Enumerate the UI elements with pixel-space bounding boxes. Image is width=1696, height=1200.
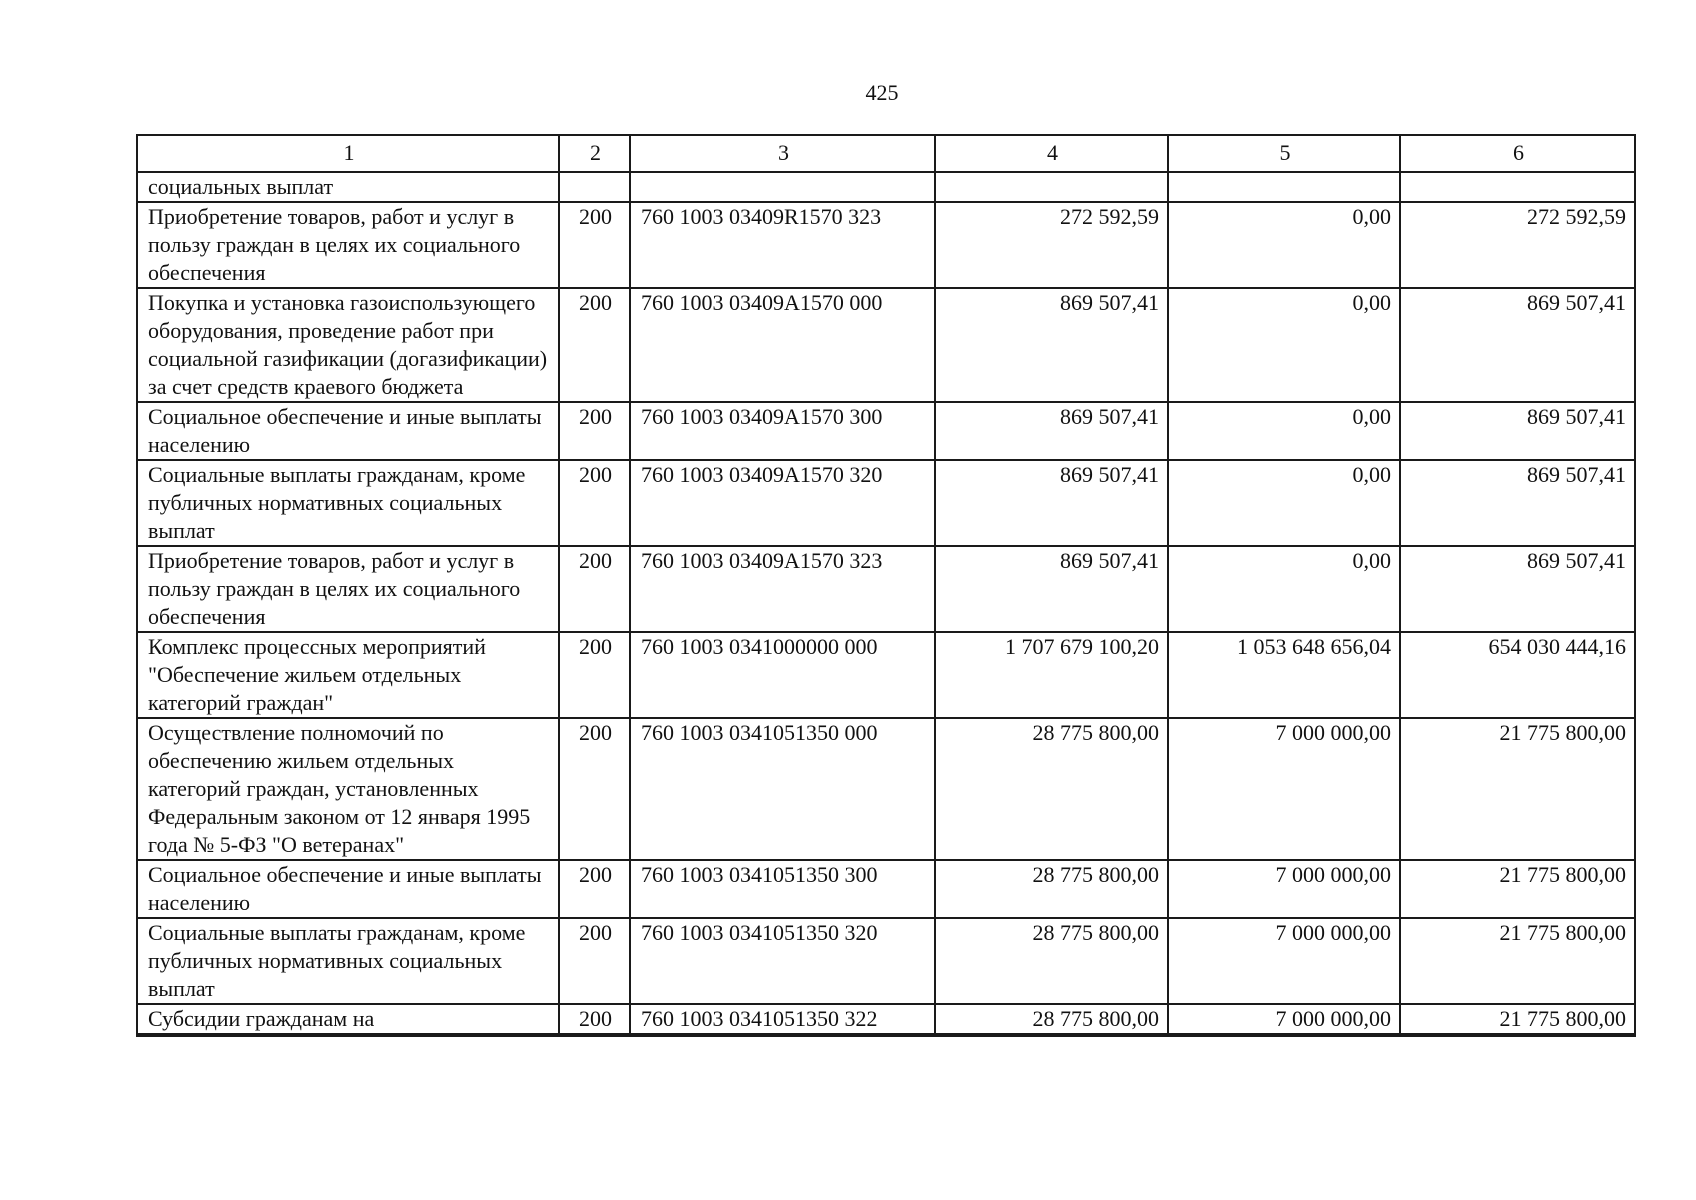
row-col2-cell [559,172,630,202]
row-value-5-cell: 0,00 [1168,402,1400,460]
header-cell-2: 2 [559,135,630,172]
row-code-cell: 760 1003 03409A1570 320 [630,460,935,546]
row-value-4-cell: 28 775 800,00 [935,918,1168,1004]
row-code-cell: 760 1003 0341051350 322 [630,1004,935,1034]
row-name-cell: Комплекс процессных мероприятий "Обеспечение жильем отдельных категорий граждан" [137,632,559,718]
table-row [137,860,1635,918]
row-value-5-cell: 0,00 [1168,202,1400,288]
row-code-cell: 760 1003 03409R1570 323 [630,202,935,288]
row-value-5-cell [1168,172,1400,202]
row-value-4-cell: 28 775 800,00 [935,718,1168,860]
table-row [137,632,1635,718]
row-code-cell [630,172,935,202]
row-value-4-cell: 869 507,41 [935,402,1168,460]
row-code-cell: 760 1003 0341051350 000 [630,718,935,860]
row-value-6-cell: 869 507,41 [1400,288,1635,402]
row-col2-cell: 200 [559,632,630,718]
header-cell-6: 6 [1400,135,1635,172]
row-value-6-cell: 869 507,41 [1400,460,1635,546]
row-code-cell: 760 1003 0341000000 000 [630,632,935,718]
row-value-6-cell [1400,1034,1635,1036]
row-col2-cell: 200 [559,1004,630,1034]
row-code-cell: 760 1003 03409A1570 300 [630,402,935,460]
row-name-cell: Социальные выплаты гражданам, кроме публичных нормативных социальных выплат [137,460,559,546]
header-row [137,135,1635,172]
row-value-6-cell: 21 775 800,00 [1400,1004,1635,1034]
row-value-4-cell: 1 707 679 100,20 [935,632,1168,718]
row-value-6-cell: 654 030 444,16 [1400,632,1635,718]
row-value-6-cell: 272 592,59 [1400,202,1635,288]
header-cell-1: 1 [137,135,559,172]
table-row [137,202,1635,288]
row-value-4-cell [935,1034,1168,1036]
table-row [137,918,1635,1004]
row-value-6-cell [1400,172,1635,202]
table-row [137,546,1635,632]
budget-table [136,134,1636,1037]
row-col2-cell: 200 [559,288,630,402]
row-name-cell: Покупка и установка газоиспользующего оборудования, проведение работ при социальной газификации (догазификации) за счет средств краевого бюджета [137,288,559,402]
table-row [137,172,1635,202]
row-value-6-cell: 21 775 800,00 [1400,918,1635,1004]
row-code-cell: 760 1003 03409A1570 000 [630,288,935,402]
row-name-cell [137,1034,559,1036]
header-cell-3: 3 [630,135,935,172]
row-value-6-cell: 869 507,41 [1400,402,1635,460]
table-row [137,288,1635,402]
row-value-5-cell: 0,00 [1168,546,1400,632]
table-row [137,718,1635,860]
row-value-4-cell [935,172,1168,202]
row-value-4-cell: 869 507,41 [935,546,1168,632]
row-value-4-cell: 28 775 800,00 [935,1004,1168,1034]
row-name-cell: Субсидии гражданам на [137,1004,559,1034]
header-cell-4: 4 [935,135,1168,172]
row-col2-cell: 200 [559,860,630,918]
row-value-5-cell: 7 000 000,00 [1168,718,1400,860]
table-row [137,1004,1635,1034]
row-col2-cell: 200 [559,402,630,460]
row-name-cell: Социальное обеспечение и иные выплаты населению [137,402,559,460]
row-code-cell: 760 1003 0341051350 300 [630,860,935,918]
row-col2-cell: 200 [559,718,630,860]
row-value-5-cell [1168,1034,1400,1036]
row-col2-cell: 200 [559,202,630,288]
table-row [137,460,1635,546]
row-value-5-cell: 7 000 000,00 [1168,1004,1400,1034]
row-col2-cell: 200 [559,918,630,1004]
table-row [137,402,1635,460]
row-code-cell [630,1034,935,1036]
page-number: 425 [865,80,899,105]
table-row [137,1034,1635,1036]
row-name-cell: социальных выплат [137,172,559,202]
row-value-4-cell: 272 592,59 [935,202,1168,288]
row-code-cell: 760 1003 03409A1570 323 [630,546,935,632]
row-col2-cell: 200 [559,546,630,632]
row-value-4-cell: 869 507,41 [935,460,1168,546]
row-name-cell: Социальное обеспечение и иные выплаты населению [137,860,559,918]
row-value-6-cell: 869 507,41 [1400,546,1635,632]
row-value-6-cell: 21 775 800,00 [1400,718,1635,860]
row-value-5-cell: 1 053 648 656,04 [1168,632,1400,718]
row-value-5-cell: 0,00 [1168,460,1400,546]
row-value-5-cell: 7 000 000,00 [1168,860,1400,918]
row-name-cell: Приобретение товаров, работ и услуг в пользу граждан в целях их социального обеспечения [137,202,559,288]
row-value-5-cell: 7 000 000,00 [1168,918,1400,1004]
row-value-5-cell: 0,00 [1168,288,1400,402]
row-name-cell: Социальные выплаты гражданам, кроме публичных нормативных социальных выплат [137,918,559,1004]
row-name-cell: Приобретение товаров, работ и услуг в пользу граждан в целях их социального обеспечения [137,546,559,632]
row-col2-cell [559,1034,630,1036]
header-cell-5: 5 [1168,135,1400,172]
row-code-cell: 760 1003 0341051350 320 [630,918,935,1004]
row-value-4-cell: 28 775 800,00 [935,860,1168,918]
row-value-4-cell: 869 507,41 [935,288,1168,402]
row-value-6-cell: 21 775 800,00 [1400,860,1635,918]
row-col2-cell: 200 [559,460,630,546]
row-name-cell: Осуществление полномочий по обеспечению жильем отдельных категорий граждан, установленных Федеральным законом от 12 января 1995 года № 5-ФЗ "О ветеранах" [137,718,559,860]
